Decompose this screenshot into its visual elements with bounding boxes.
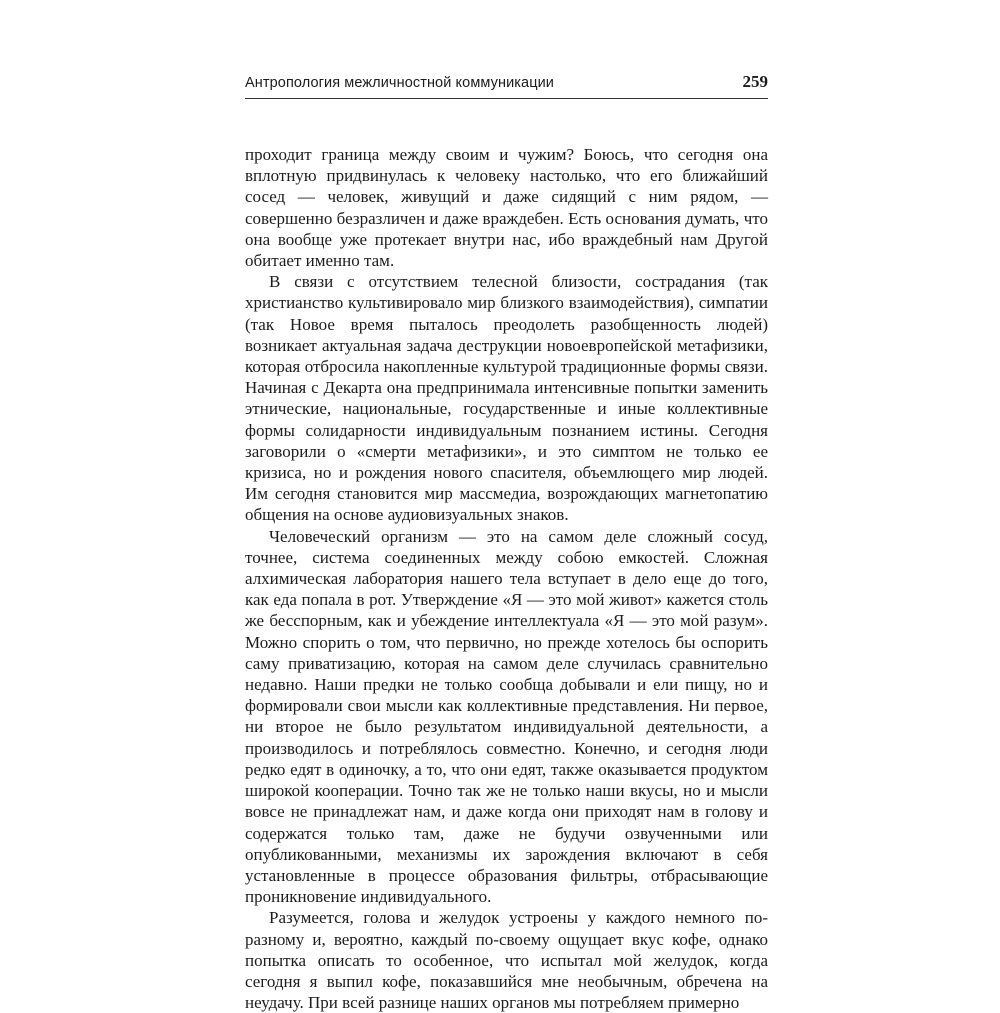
paragraph: В связи с отсутствием телесной близости, сострадания (так христианство культивировало мир близкого взаимодействия), симпатии (так Новое время пыталось преодолеть разобщенность людей) возникает актуальная задача деструкции новоевропейской метафизики, которая отбросила накопленные культурой традиционные формы связи. Начиная с Декарта она предпринимала интенсивные попытки заменить этнические, национальные, государственные и иные коллективные формы солидарности индивидуальным познанием истины. Сегодня заговорили о «смерти метафизики», и это симптом не только ее кризиса, но и рождения нового спасителя, объемлющего мир людей. Им сегодня становится мир массмедиа, возрождающих магнетопатию общения на основе аудиовизуальных знаков. xyxy=(245,272,768,525)
body-text xyxy=(245,144,768,1013)
book-page xyxy=(245,72,768,1013)
running-title: Антропология межличностной коммуникации xyxy=(245,75,555,91)
paragraph: Разумеется, голова и желудок устроены у каждого немного по-разному и, вероятно, каждый по-своему ощущает вкус кофе, однако попытка описать то особенное, что испытал мой желудок, когда сегодня я выпил кофе, показавшийся мне необычным, обречена на неудачу. При всей разнице наших органов мы потребляем примерно xyxy=(245,908,768,1013)
paragraph: проходит граница между своим и чужим? Боюсь, что сегодня она вплотную придвинулась к человеку настолько, что его ближайший сосед — человек, живущий и даже сидящий с ним рядом, — совершенно безразличен и даже враждебен. Есть основания думать, что она вообще уже протекает внутри нас, ибо враждебный нам Другой обитает именно там. xyxy=(245,145,768,271)
paragraph: Человеческий организм — это на самом деле сложный сосуд, точнее, система соединенных между собою емкостей. Сложная алхимическая лаборатория нашего тела вступает в дело еще до того, как еда попала в рот. Утверждение «Я — это мой живот» кажется столь же бесспорным, как и убеждение интеллектуала «Я — это мой разум». Можно спорить о том, что первично, но прежде хотелось бы оспорить саму приватизацию, которая на самом деле случилась сравнительно недавно. Наши предки не только сообща добывали и ели пищу, но и формировали свои мысли как коллективные представления. Ни первое, ни второе не было результатом индивидуальной деятельности, а производилось и потреблялось совместно. Конечно, и сегодня люди редко едят в одиночку, а то, что они едят, также оказывается продуктом широкой кооперации. Точно так же не только наши вкусы, но и мысли вовсе не принадлежат нам, и даже когда они приходят нам в голову и содержатся только там, даже не будучи озвученными или опубликованными, механизмы их зарождения включают в себя установленные в процессе образования фильтры, отбрасывающие проникновение индивидуального. xyxy=(245,526,768,907)
running-header xyxy=(245,72,768,99)
page-number: 259 xyxy=(742,72,768,91)
